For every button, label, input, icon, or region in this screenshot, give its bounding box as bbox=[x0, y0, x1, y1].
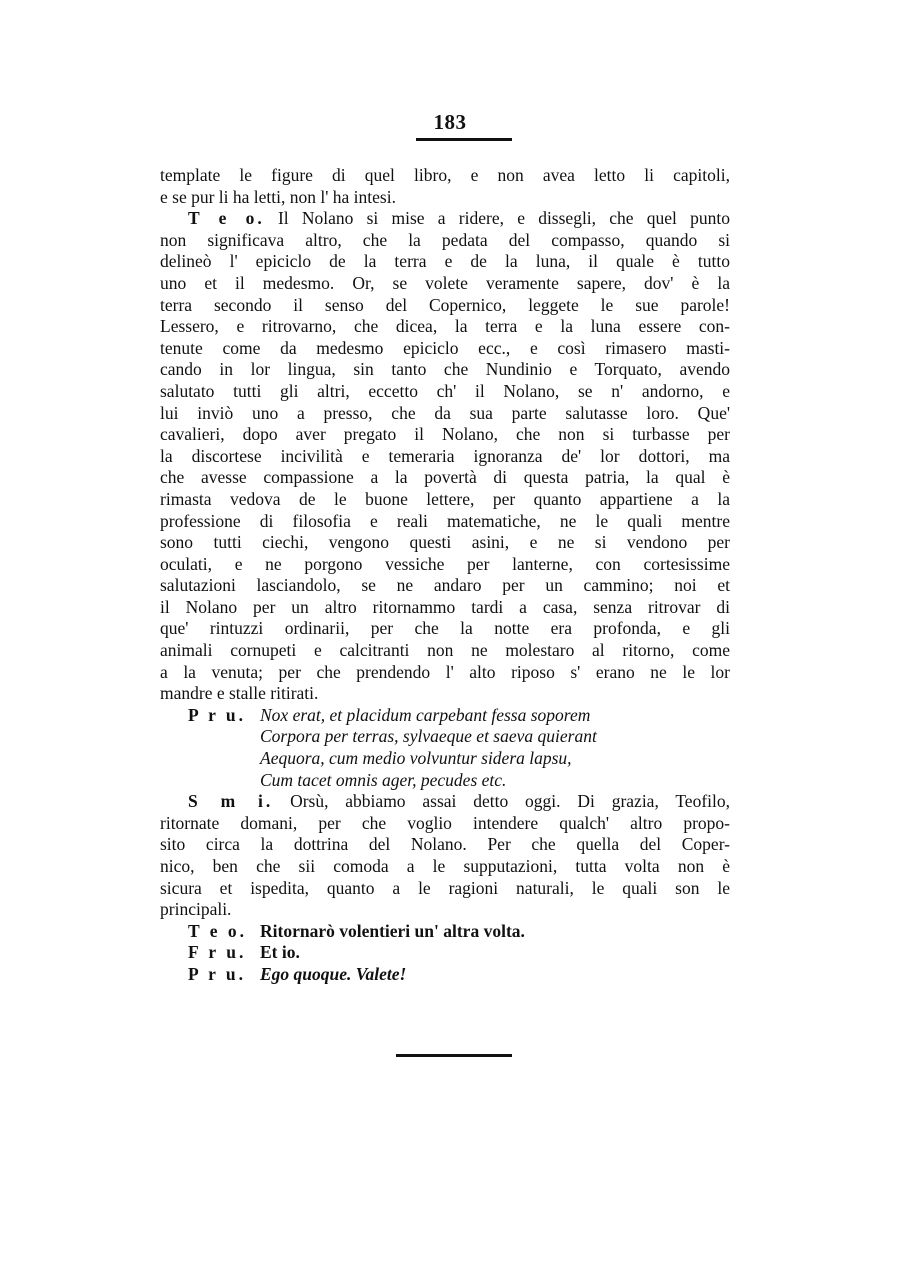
text-line: sono tutti ciechi, vengono questi asini, e ne si vendono per bbox=[160, 532, 730, 553]
text-line: cando in lor lingua, sin tanto che Nundinio e Torquato, avendo bbox=[160, 359, 730, 380]
speech-text: Orsù, abbiamo assai detto oggi. Di grazia, Teofilo, bbox=[290, 791, 730, 812]
speech-text: Ego quoque. Valete! bbox=[260, 963, 407, 984]
text-line: sito circa la dottrina del Nolano. Per che quella del Coper- bbox=[160, 834, 730, 855]
speaker-label: T e o. bbox=[188, 920, 247, 941]
speaker-label: T e o. bbox=[188, 208, 265, 229]
speaker-label: S m i. bbox=[188, 791, 274, 812]
page-number: 183 bbox=[433, 110, 467, 134]
text-line: e se pur li ha letti, non l' ha intesi. bbox=[160, 186, 396, 207]
text-line: il Nolano per un altro ritornammo tardi a casa, senza ritrovar di bbox=[160, 596, 730, 617]
text-line: sicura et ispedita, quanto a le ragioni naturali, le quali son le bbox=[160, 877, 730, 898]
text-line: a la venuta; per che prendendo l' alto riposo s' erano ne le lor bbox=[160, 661, 730, 682]
text-line: template le figure di quel libro, e non avea letto li capitoli, bbox=[160, 165, 730, 185]
speaker-label: P r u. bbox=[188, 963, 247, 984]
text-line: delineò l' epiciclo de la terra e de la luna, il quale è tutto bbox=[160, 251, 730, 272]
speech-text: Il Nolano si mise a ridere, e dissegli, che quel punto bbox=[277, 208, 731, 229]
text-line: rimasta vedova de le buone lettere, per quanto appartiene a la bbox=[160, 488, 730, 509]
speech-text: Ritornarò volentieri un' altra volta. bbox=[260, 920, 525, 941]
text-line: animali cornupeti e calcitranti non ne molestaro al ritorno, come bbox=[160, 640, 730, 661]
speech-first-line bbox=[160, 208, 730, 230]
text-line: uno et il medesmo. Or, se volete veramente sapere, dov' è la bbox=[160, 272, 730, 293]
speech-first-line bbox=[160, 791, 730, 813]
text-line: lui inviò uno a presso, che da sua parte salutasse loro. Que' bbox=[160, 402, 730, 423]
text-line: ritornate domani, per che voglio intendere qualch' altro propo- bbox=[160, 812, 730, 833]
text-line: professione di filosofia e reali matematiche, ne le quali mentre bbox=[160, 510, 730, 531]
text-line: cavalieri, dopo aver pregato il Nolano, che non si turbasse per bbox=[160, 424, 730, 445]
verse-line: Nox erat, et placidum carpebant fessa soporem bbox=[260, 704, 591, 725]
dialogue-line bbox=[160, 921, 730, 943]
verse-line: Cum tacet omnis ager, pecudes etc. bbox=[260, 769, 507, 790]
text-line: nico, ben che sii comoda a le supputazioni, tutta volta non è bbox=[160, 856, 730, 876]
text-line: que' rintuzzi ordinarii, per che la notte era profonda, e gli bbox=[160, 618, 730, 639]
verse-row bbox=[160, 770, 730, 792]
verse-row bbox=[160, 748, 730, 770]
text-line: Lessero, e ritrovarno, che dicea, la terra e la luna essere con- bbox=[160, 316, 730, 337]
speech-text: Et io. bbox=[260, 942, 300, 963]
text-line: tenute come da medesmo epiciclo ecc., e così rimasero masti- bbox=[160, 337, 730, 358]
text-line: salutazioni lasciandolo, se ne andaro per un cammino; noi et bbox=[160, 575, 730, 596]
text-line: non significava altro, che la pedata del compasso, quando si bbox=[160, 229, 730, 250]
text-line: che avesse compassione a la povertà di questa patria, la qual è bbox=[160, 467, 730, 488]
text-line: salutato tutti gli altri, eccetto ch' il Nolano, se n' andorno, e bbox=[160, 380, 730, 401]
dialogue-line bbox=[160, 942, 730, 964]
verse-row bbox=[160, 726, 730, 748]
text-line: mandre e stalle ritirati. bbox=[160, 683, 319, 704]
verse-first-line bbox=[160, 705, 730, 727]
text-line: principali. bbox=[160, 899, 232, 920]
header-rule bbox=[416, 138, 512, 141]
speaker-label: P r u. bbox=[188, 704, 247, 725]
footer-rule bbox=[396, 1054, 512, 1057]
verse-line: Aequora, cum medio volvuntur sidera lapsu, bbox=[260, 748, 572, 769]
verse-line: Corpora per terras, sylvaeque et saeva quierant bbox=[260, 726, 597, 747]
text-line: terra secondo il senso del Copernico, leggete le sue parole! bbox=[160, 294, 730, 315]
text-line: la discortese incivilità e temeraria ignoranza de' lor dottori, ma bbox=[160, 445, 730, 466]
text-line: oculati, e ne porgono vessiche per lanterne, con cortesissime bbox=[160, 553, 730, 574]
speaker-label: F r u. bbox=[188, 942, 247, 963]
dialogue-line bbox=[160, 964, 730, 986]
body-text bbox=[160, 165, 730, 986]
